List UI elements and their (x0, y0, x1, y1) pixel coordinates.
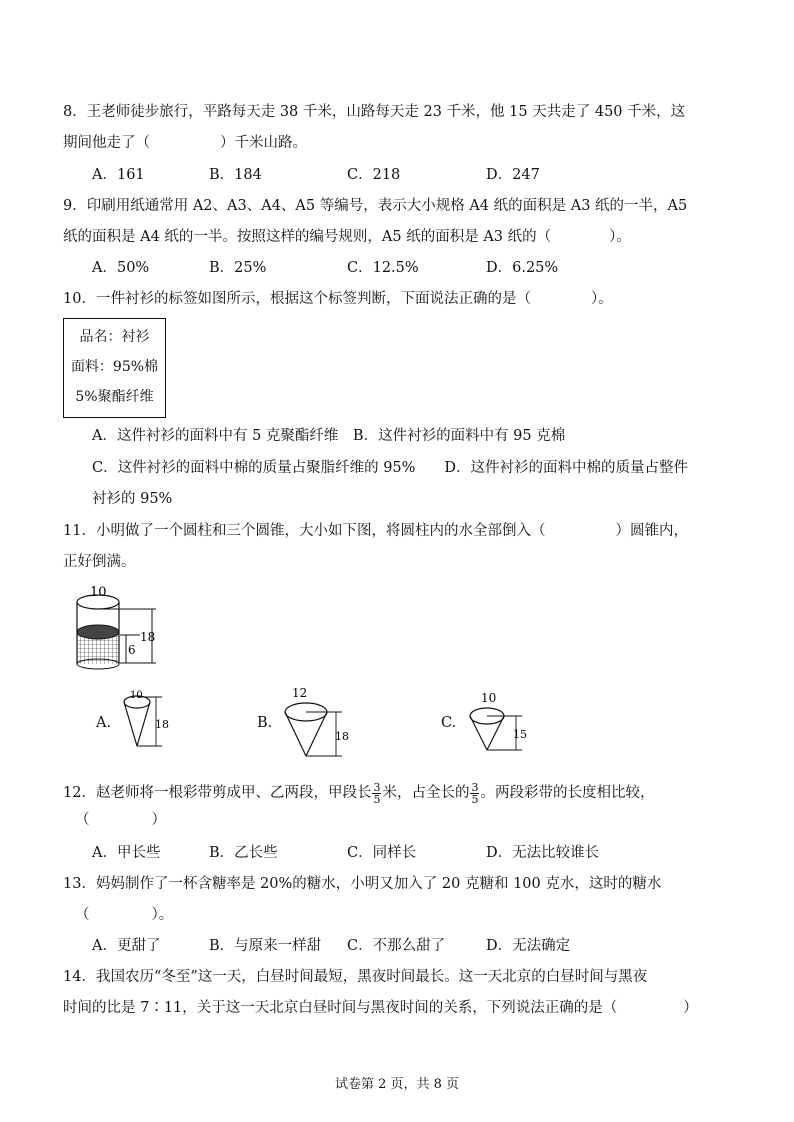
q10-options-ab: A．这件衬衫的面料中有 5 克聚酯纤维 B．这件衬衫的面料中有 95 克棉 (92, 428, 566, 444)
q8-stem-tail: ）千米山路。 (220, 135, 307, 151)
cone-a-height: 18 (155, 718, 169, 731)
q9-option-b: B．25% (209, 260, 267, 276)
page-footer: 试卷第 2 页，共 8 页 (334, 1077, 460, 1092)
q8-stem-text: 期间他走了（ (63, 135, 150, 151)
q13-option-d: D．无法确定 (486, 938, 571, 954)
q8-stem-line2 (63, 133, 307, 153)
q11-stem-text: 11．小明做了一个圆柱和三个圆锥，大小如下图，将圆柱内的水全部倒入（ (63, 523, 546, 539)
tag-line-fabric: 面料：95%棉 (70, 359, 159, 375)
q8-stem-line1: 8．王老师徒步旅行，平路每天走 38 千米，山路每天走 23 千米，他 15 天共走了 450 千米，这 (63, 104, 686, 120)
q12-option-b: B．乙长些 (209, 845, 278, 861)
cone-b-diameter: 12 (292, 686, 308, 700)
q12-stem-line1 (63, 778, 654, 808)
cone-b-letter: B. (257, 715, 273, 731)
fraction-3-5-meters: $\frac{3}{5}$ (373, 780, 381, 806)
q10-stem-tail: ）。 (590, 291, 613, 307)
q11-stem-line1 (63, 521, 688, 541)
q14-stem-line2: 时间的比是 7∶11，关于这一天北京白昼时间与黑夜时间的关系，下列说法正确的是（ ） (63, 1000, 698, 1016)
tag-line-polyester: 5%聚酯纤维 (75, 389, 154, 405)
cylinder-figure (60, 580, 180, 672)
cylinder-height-label: 18 (140, 630, 156, 644)
cone-a-letter: A. (96, 715, 112, 731)
cone-b-figure (278, 684, 350, 760)
cone-c-letter: C. (441, 715, 457, 731)
q8-option-a: A．161 (92, 167, 145, 183)
q8-option-d: D．247 (486, 167, 540, 183)
cone-a-diameter: 10 (130, 690, 143, 701)
q9-option-a: A．50% (92, 260, 150, 276)
q13-option-c: C．不那么甜了 (347, 938, 446, 954)
tag-line-name: 品名：衬衫 (79, 329, 150, 345)
q13-stem-line1: 13．妈妈制作了一杯含糖率是 20%的糖水，小明又加入了 20 克糖和 100 克水，这时的糖水 (63, 876, 662, 892)
q10-option-d-continued: 衬衫的 95% (92, 491, 173, 507)
q12-option-d: D．无法比较谁长 (486, 845, 600, 861)
q13-option-a: A．更甜了 (92, 938, 161, 954)
q9-stem-line2 (63, 227, 631, 247)
q11-stem-line2: 正好倒满。 (63, 554, 136, 570)
q12-stem-tail: 。两段彩带的长度相比较， (480, 785, 655, 801)
q8-option-b: B．184 (209, 167, 262, 183)
q12-option-a: A．甲长些 (92, 845, 161, 861)
q9-option-c: C．12.5% (347, 260, 419, 276)
q9-stem-text: 纸的面积是 A4 纸的一半。按照这样的编号规则，A5 纸的面积是 A3 纸的（ (63, 229, 552, 245)
clothing-tag (63, 318, 166, 418)
q12-option-c: C．同样长 (347, 845, 417, 861)
q10-stem-text: 10．一件衬衫的标签如图所示，根据这个标签判断，下面说法正确的是（ (63, 291, 531, 307)
cone-c-diameter: 10 (481, 691, 497, 705)
q12-stem-text: 12．赵老师将一根彩带剪成甲、乙两段，甲段长 (63, 785, 372, 801)
q9-stem-line1: 9．印刷用纸通常用 A2、A3、A4、A5 等编号，表示大小规格 A4 纸的面积是 A3 纸的一半，A5 (63, 198, 688, 214)
cone-b-height: 18 (335, 730, 349, 743)
q12-stem-line2: （ ） (75, 812, 166, 828)
q14-stem-line1: 14．我国农历“冬至”这一天，白昼时间最短，黑夜时间最长。这一天北京的白昼时间与黑夜 (63, 969, 648, 985)
water-surface (77, 625, 119, 639)
water-height-label: 6 (128, 643, 136, 657)
q9-stem-tail: ）。 (609, 229, 631, 245)
q8-option-c: C．218 (347, 167, 401, 183)
q9-option-d: D．6.25% (486, 260, 559, 276)
cone-c-figure (462, 688, 532, 758)
cone-a-figure (118, 688, 178, 750)
q11-stem-tail: ）圆锥内， (615, 523, 688, 539)
q10-options-cd: C．这件衬衫的面料中棉的质量占聚脂纤维的 95% D．这件衬衫的面料中棉的质量占整件 (92, 460, 689, 476)
q13-option-b: B．与原来一样甜 (209, 938, 322, 954)
q13-stem-line2: （ ）。 (75, 907, 174, 923)
cone-c-height: 15 (513, 728, 527, 741)
cylinder-diameter-label: 10 (90, 585, 107, 600)
fraction-3-5-total: $\frac{3}{5}$ (471, 780, 479, 806)
q10-stem (63, 289, 613, 309)
q12-stem-mid: 米，占全长的 (382, 785, 470, 801)
